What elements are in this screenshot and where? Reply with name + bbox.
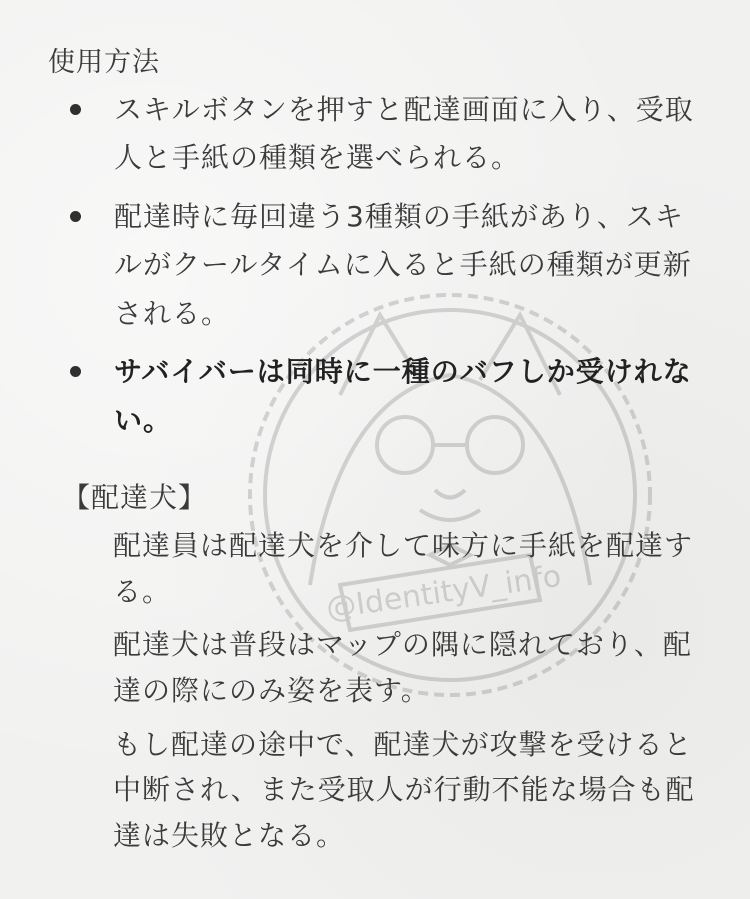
- bullet-dot-icon: [70, 104, 81, 115]
- bullet-item: [70, 86, 710, 183]
- paragraph: 配達犬は普段はマップの隅に隠れており、配達の際にのみ姿を表す。: [113, 628, 692, 707]
- bullet-item-emphasis: [70, 348, 710, 445]
- paragraph: 配達員は配達犬を介して味方に手紙を配達する。: [113, 529, 694, 608]
- bullet-dot-icon: [70, 211, 81, 222]
- bullet-text: 配達時に毎回違う3種類の手紙があり、スキルがクールタイムに入ると手紙の種類が更新される。: [114, 199, 692, 330]
- usage-bullet-list: [70, 86, 710, 455]
- bullet-dot-icon: [70, 366, 81, 377]
- bullet-item: [70, 193, 710, 338]
- bullet-text: スキルボタンを押すと配達画面に入り、受取人と手紙の種類を選べられる。: [114, 93, 694, 175]
- bullet-text: サバイバーは同時に一種のバフしか受けれない。: [114, 355, 692, 437]
- paragraph: もし配達の途中で、配達犬が攻撃を受けると中断され、また受取人が行動不能な場合も配達は失敗となる。: [113, 727, 695, 852]
- delivery-dog-description: [113, 523, 703, 866]
- section-title: 使用方法: [48, 47, 160, 78]
- watermark-handle: @IdentityV_info: [324, 558, 564, 627]
- subsection-title: 【配達犬】: [62, 481, 208, 514]
